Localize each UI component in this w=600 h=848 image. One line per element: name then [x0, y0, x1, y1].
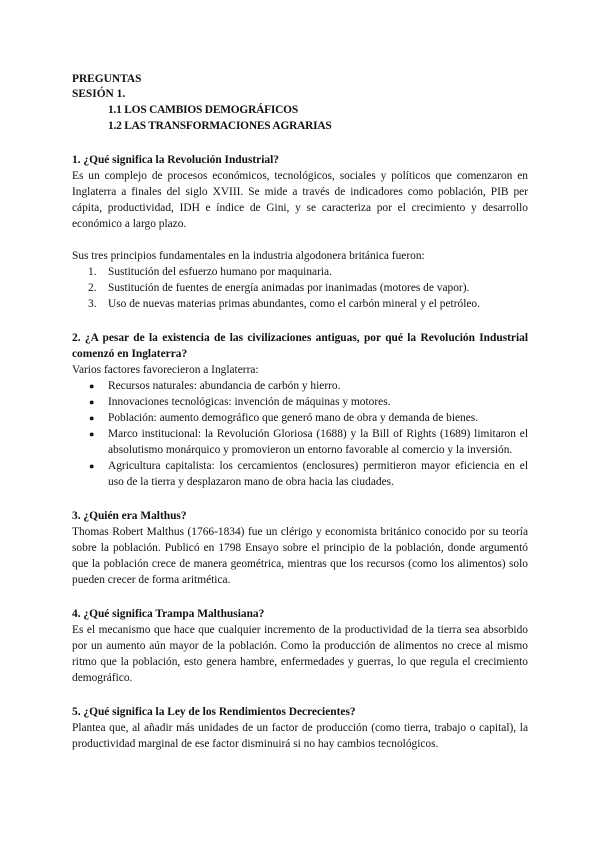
topic-2: 1.2 LAS TRANSFORMACIONES AGRARIAS [108, 120, 332, 132]
document-page [72, 72, 528, 752]
list-item-text: Innovaciones tecnológicas: invención de máquinas y motores. [108, 396, 391, 408]
question-3-answer: Thomas Robert Malthus (1766-1834) fue un clérigo y economista británico conocido por su teoría sobre la población. Publicó en 1798 Ensayo sobre el principio de la población, donde argumentó que la población crece de manera geométrica, mientras que los recursos (como los alimentos) solo pueden crecer de forma aritmética. [72, 526, 528, 586]
list-item [72, 378, 528, 394]
list-item-text: Sustitución de fuentes de energía animadas por inanimadas (motores de vapor). [108, 282, 470, 294]
question-4-section [72, 606, 528, 686]
document-title: PREGUNTAS [72, 73, 142, 85]
question-3-heading: 3. ¿Quién era Malthus? [72, 510, 187, 522]
bullet-icon: ● [89, 461, 95, 471]
list-item [72, 394, 528, 410]
list-item [72, 296, 528, 312]
list-number: 3. [88, 298, 97, 310]
bullet-icon: ● [89, 397, 95, 407]
topic-1: 1.1 LOS CAMBIOS DEMOGRÁFICOS [108, 104, 298, 116]
list-item-text: Población: aumento demográfico que generó mano de obra y demanda de bienes. [108, 412, 479, 424]
question-1-heading: 1. ¿Qué significa la Revolución Industrial? [72, 154, 279, 166]
list-item-text: Recursos naturales: abundancia de carbón y hierro. [108, 380, 341, 392]
bullet-icon: ● [89, 429, 95, 439]
question-5-heading: 5. ¿Qué significa la Ley de los Rendimientos Decrecientes? [72, 706, 356, 718]
list-item [72, 426, 528, 458]
bullet-icon: ● [89, 381, 95, 391]
question-2-section [72, 330, 528, 490]
question-4-heading: 4. ¿Qué significa Trampa Malthusiana? [72, 608, 265, 620]
question-1-answer: Es un complejo de procesos económicos, tecnológicos, sociales y políticos que comenzaron en Inglaterra a finales del siglo XVIII. Se mide a través de indicadores como población, PIB per cápita, productividad, IDH e índice de Gini, y se caracteriza por el crecimiento y desarrollo económico a largo plazo. [72, 170, 528, 230]
list-item-text: Agricultura capitalista: los cercamientos (enclosures) permitieron mayor eficiencia en el uso de la tierra y desplazaron mano de obra hacia las ciudades. [108, 460, 528, 488]
bullet-icon: ● [89, 413, 95, 423]
list-item [72, 458, 528, 490]
list-item-text: Sustitución del esfuerzo humano por maquinaria. [108, 266, 332, 278]
question-3-section [72, 508, 528, 588]
session-label: SESIÓN 1. [72, 88, 126, 100]
question-5-answer: Plantea que, al añadir más unidades de un factor de producción (como tierra, trabajo o capital), la productividad marginal de ese factor disminuirá si no hay cambios tecnológicos. [72, 722, 528, 750]
list-item-text: Uso de nuevas materias primas abundantes, como el carbón mineral y el petróleo. [108, 298, 480, 310]
question-2-heading: 2. ¿A pesar de la existencia de las civilizaciones antiguas, por qué la Revolución Industrial comenzó en Inglaterra? [72, 332, 528, 360]
list-item-text: Marco institucional: la Revolución Gloriosa (1688) y la Bill of Rights (1689) limitaron el absolutismo monárquico y promovieron un entorno favorable al comercio y la inversión. [108, 428, 528, 456]
question-1-intro: Sus tres principios fundamentales en la industria algodonera británica fueron: [72, 250, 425, 262]
question-5-section [72, 704, 528, 752]
question-4-answer: Es el mecanismo que hace que cualquier incremento de la productividad de la tierra sea absorbido por un aumento aún mayor de la población. Como la producción de alimentos no crece al mismo ritmo que la población, esto genera hambre, enfermedades y guerras, lo que regula el crecimiento demográfico. [72, 624, 528, 684]
question-2-intro: Varios factores favorecieron a Inglaterra: [72, 364, 259, 376]
list-item [72, 410, 528, 426]
list-item [72, 280, 528, 296]
question-1-section [72, 152, 528, 312]
factors-list [72, 378, 528, 490]
list-item [72, 264, 528, 280]
principles-list [72, 264, 528, 312]
list-number: 1. [88, 266, 97, 278]
list-number: 2. [88, 282, 97, 294]
